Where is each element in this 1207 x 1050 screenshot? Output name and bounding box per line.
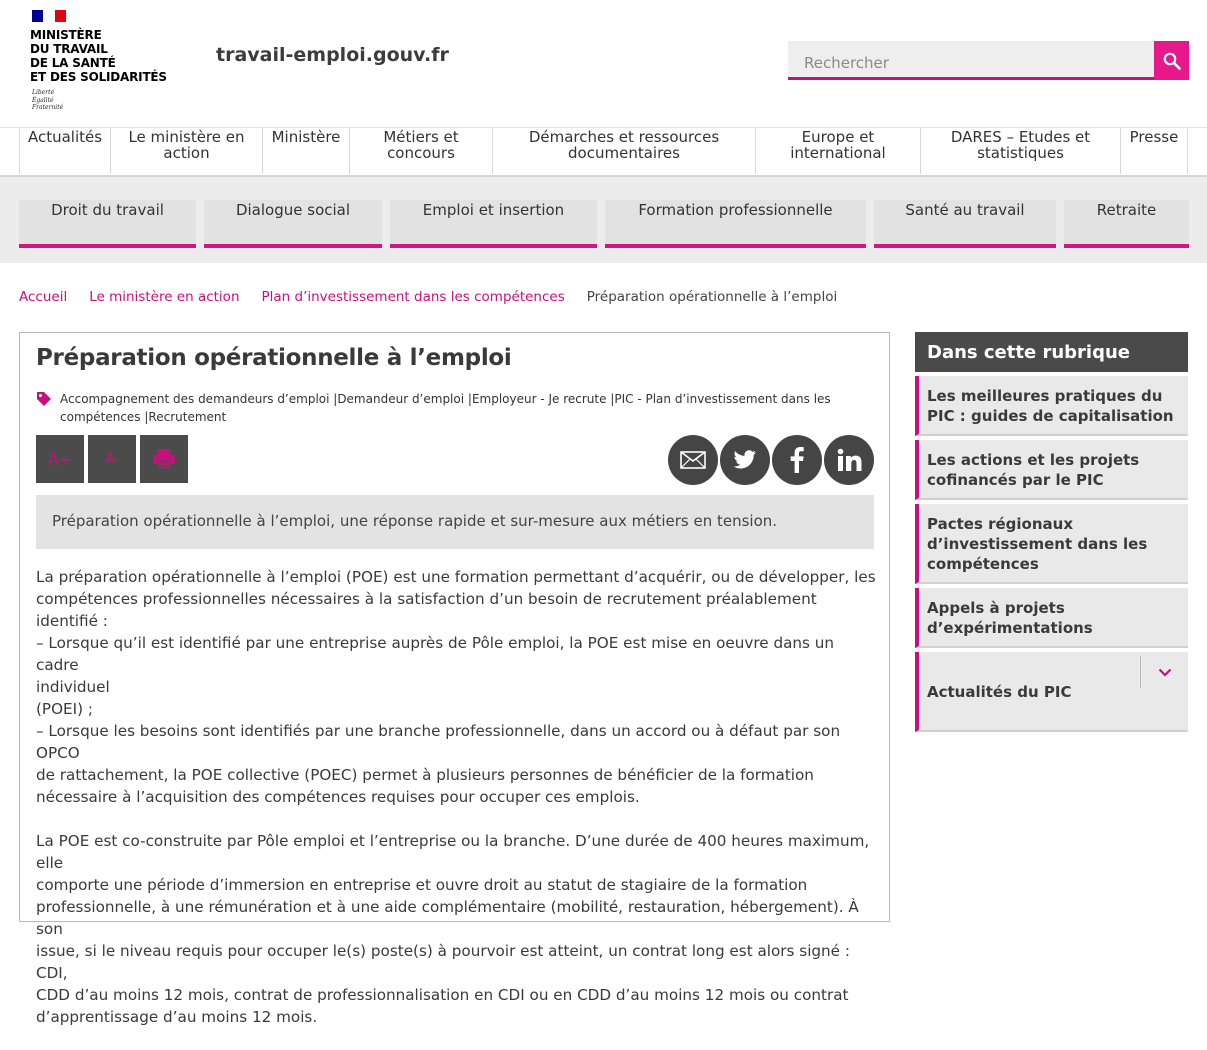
tag-employeur[interactable]: Employeur - Je recrute | (471, 392, 615, 406)
article-body (36, 566, 876, 1050)
paragraph-line: La préparation opérationnelle à l’emploi (POE) est une formation permettant d’acquérir, ou de développer, les (36, 568, 876, 586)
sidebar-item-pactes-regionaux[interactable]: Pactes régionaux d’investissement dans les compétences (915, 504, 1188, 584)
thematic-navigation (0, 177, 1207, 263)
font-increase-label: A+ (47, 449, 73, 469)
article-paragraph-1 (36, 566, 876, 808)
nav-item-europe-international[interactable]: Europe et international (756, 128, 921, 174)
tab-retraite[interactable]: Retraite (1064, 200, 1189, 248)
paragraph-line: comporte une période d’immersion en entreprise et ouvre droit au statut de stagiaire de la formation (36, 876, 808, 894)
print-button[interactable] (140, 435, 188, 483)
font-decrease-button[interactable] (88, 435, 136, 483)
paragraph-line: issue, si le niveau requis pour occuper le(s) poste(s) à pourvoir est atteint, un contrat long est alors signé : CDI, (36, 942, 850, 982)
ministry-motto: Liberté Égalité Fraternité (32, 89, 64, 111)
font-decrease-label: A- (105, 451, 119, 467)
tag-pic[interactable]: PIC - Plan d’investissement dans les compétences | (60, 392, 831, 424)
section-sidebar (915, 332, 1188, 732)
search-bar (788, 41, 1189, 80)
search-icon (1163, 52, 1181, 70)
breadcrumb-home[interactable]: Accueil (19, 289, 68, 305)
breadcrumb-pic[interactable]: Plan d’investissement dans les compétences (261, 289, 565, 305)
paragraph-line: individuel (36, 678, 110, 696)
share-twitter-button[interactable] (720, 435, 770, 485)
paragraph-line: – Lorsque les besoins sont identifiés par une branche professionnelle, dans un accord ou à défaut par son OPCO (36, 722, 841, 762)
search-button[interactable] (1154, 41, 1189, 80)
page-title: Préparation opérationnelle à l’emploi (36, 345, 512, 371)
sidebar-title: Dans cette rubrique (915, 332, 1188, 372)
paragraph-line: nécessaire à l’acquisition des compétences requises pour occuper ces emplois. (36, 788, 640, 806)
expand-button[interactable] (1140, 656, 1188, 688)
article (19, 332, 890, 1026)
main-navigation (0, 127, 1207, 177)
linkedin-icon (837, 448, 861, 472)
text-tools (36, 435, 188, 483)
print-icon (152, 448, 176, 470)
share-email-button[interactable] (668, 435, 718, 485)
paragraph-line: d’apprentissage d’au moins 12 mois. (36, 1008, 318, 1026)
paragraph-line: (POEI) ; (36, 700, 93, 718)
paragraph-line: CDD d’au moins 12 mois, contrat de professionnalisation en CDI ou en CDD d’au moins 12 mois ou contrat (36, 986, 849, 1004)
share-buttons (668, 435, 874, 485)
site-name[interactable]: travail-emploi.gouv.fr (216, 44, 449, 66)
sidebar-item-actualites-pic[interactable] (915, 652, 1188, 732)
email-icon (680, 451, 706, 469)
sidebar-item-label: Actualités du PIC (927, 683, 1072, 701)
twitter-icon (733, 450, 757, 470)
ministry-name[interactable]: MINISTÈRE DU TRAVAIL DE LA SANTÉ ET DES SOLIDARITÉS (30, 28, 167, 84)
font-increase-button[interactable] (36, 435, 84, 483)
nav-item-ministere-en-action[interactable]: Le ministère en action (111, 128, 263, 174)
tab-dialogue-social[interactable]: Dialogue social (204, 200, 382, 248)
tab-emploi-insertion[interactable]: Emploi et insertion (390, 200, 597, 248)
republic-flag-logo (32, 10, 66, 22)
sidebar-item-appels-a-projets[interactable]: Appels à projets d’expérimentations (915, 588, 1188, 648)
tag-recrutement[interactable]: Recrutement (148, 410, 227, 424)
nav-item-ministere[interactable]: Ministère (263, 128, 350, 174)
nav-item-dares[interactable]: DARES – Etudes et statistiques (921, 128, 1121, 174)
chevron-down-icon (1158, 668, 1172, 677)
paragraph-line: de rattachement, la POE collective (POEC) permet à plusieurs personnes de bénéficier de la formation (36, 766, 814, 784)
share-linkedin-button[interactable] (824, 435, 874, 485)
nav-item-presse[interactable]: Presse (1121, 128, 1188, 174)
tag-accompagnement[interactable]: Accompagnement des demandeurs d’emploi | (60, 392, 338, 406)
paragraph-line: professionnelle, à une rémunération et à une aide complémentaire (mobilité, restauration, hébergement). À son (36, 898, 859, 938)
sidebar-item-bonnes-pratiques[interactable]: Les meilleures pratiques du PIC : guides de capitalisation (915, 376, 1188, 436)
article-intro: Préparation opérationnelle à l’emploi, une réponse rapide et sur-mesure aux métiers en tension. (36, 495, 874, 549)
breadcrumb-current: Préparation opérationnelle à l’emploi (586, 289, 838, 305)
facebook-icon (790, 447, 804, 473)
tab-droit-du-travail[interactable]: Droit du travail (19, 200, 196, 248)
paragraph-line: – Lorsque qu’il est identifié par une entreprise auprès de Pôle emploi, la POE est mise en oeuvre dans un cadre (36, 634, 835, 674)
nav-item-demarches-ressources[interactable]: Démarches et ressources documentaires (493, 128, 756, 174)
tag-icon (36, 391, 52, 407)
share-facebook-button[interactable] (772, 435, 822, 485)
tab-sante-au-travail[interactable]: Santé au travail (874, 200, 1056, 248)
breadcrumb (19, 289, 837, 305)
article-paragraph-2 (36, 830, 876, 1028)
search-input[interactable] (788, 41, 1154, 80)
paragraph-line: compétences professionnelles nécessaires à la satisfaction d’un besoin de recrutement préalablement identifié : (36, 590, 817, 630)
paragraph-line: La POE est co-construite par Pôle emploi et l’entreprise ou la branche. D’une durée de 400 heures maximum, elle (36, 832, 870, 872)
nav-item-actualites[interactable]: Actualités (19, 128, 111, 174)
tab-formation-professionnelle[interactable]: Formation professionnelle (605, 200, 866, 248)
site-header (0, 0, 1207, 128)
sidebar-item-actions-projets[interactable]: Les actions et les projets cofinancés par le PIC (915, 440, 1188, 500)
nav-item-metiers-concours[interactable]: Métiers et concours (350, 128, 493, 174)
breadcrumb-ministere-en-action[interactable]: Le ministère en action (89, 289, 240, 305)
tag-demandeur-emploi[interactable]: Demandeur d’emploi | (337, 392, 472, 406)
